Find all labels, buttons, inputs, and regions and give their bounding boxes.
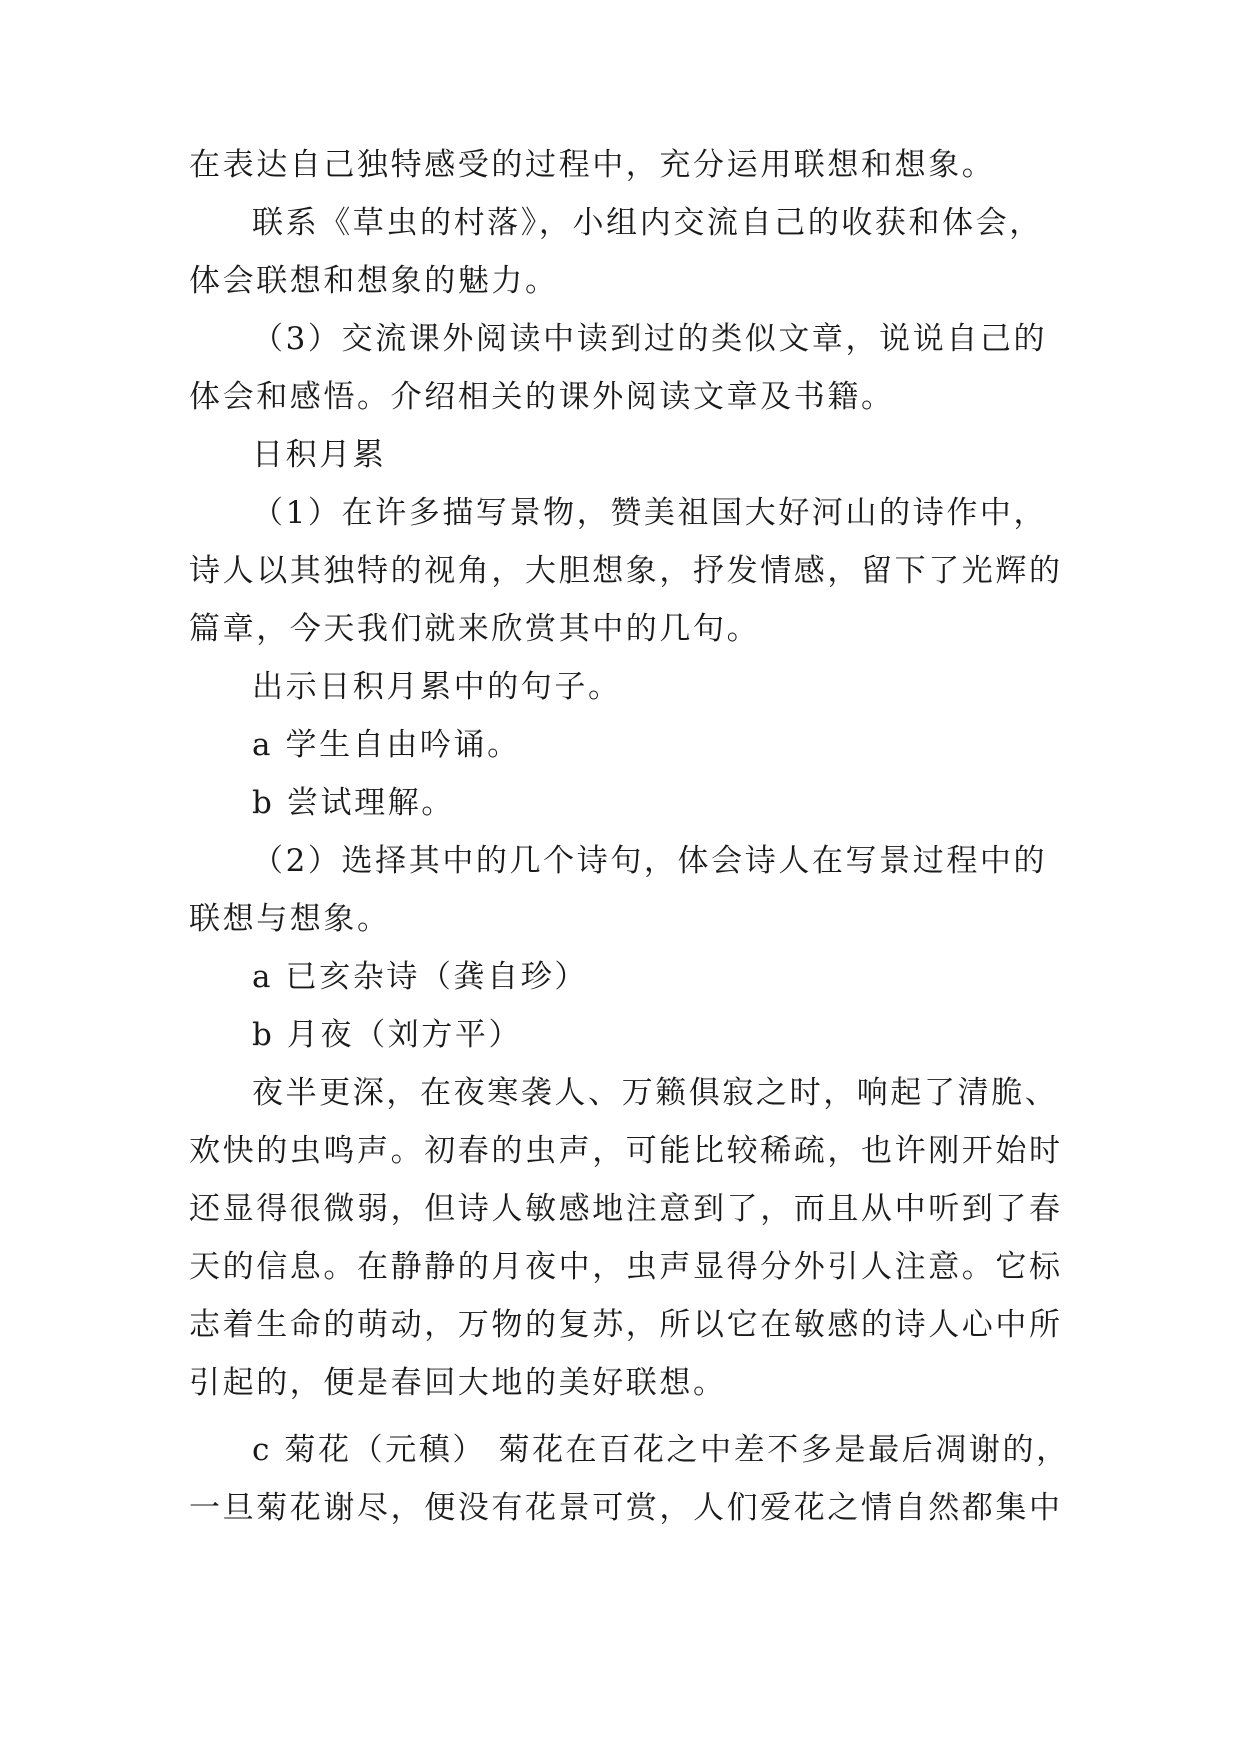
list-item: a 已亥杂诗（龚自珍） (252, 959, 588, 995)
text-line: 还显得很微弱，但诗人敏感地注意到了，而且从中听到了春 (189, 1191, 1063, 1227)
text-line: 引起的，便是春回大地的美好联想。 (189, 1365, 727, 1401)
list-item: a 学生自由吟诵。 (252, 727, 521, 763)
text-line: 联系《草虫的村落》，小组内交流自己的收获和体会， (252, 205, 1043, 241)
text-line: （3）交流课外阅读中读到过的类似文章，说说自己的 (252, 321, 1048, 357)
text-line: 联想与想象。 (189, 901, 391, 937)
text-line: 体会和感悟。介绍相关的课外阅读文章及书籍。 (189, 379, 895, 415)
text-line: （2）选择其中的几个诗句，体会诗人在写景过程中的 (252, 843, 1048, 879)
text-line: 出示日积月累中的句子。 (252, 669, 622, 705)
list-item: b 尝试理解。 (252, 785, 455, 821)
text-line: 诗人以其独特的视角，大胆想象，抒发情感，留下了光辉的 (189, 553, 1063, 589)
list-item: c 菊花（元稹） 菊花在百花之中差不多是最后凋谢的， (252, 1432, 1070, 1468)
text-line: 欢快的虫鸣声。初春的虫声，可能比较稀疏，也许刚开始时 (189, 1133, 1063, 1169)
text-line: 在表达自己独特感受的过程中，充分运用联想和想象。 (189, 147, 996, 183)
text-line: 夜半更深，在夜寒袭人、万籁俱寂之时，响起了清脆、 (252, 1075, 1059, 1111)
section-heading: 日积月累 (252, 437, 387, 473)
text-line: 志着生命的萌动，万物的复苏，所以它在敏感的诗人心中所 (189, 1307, 1063, 1343)
text-line: 篇章，今天我们就来欣赏其中的几句。 (189, 611, 761, 647)
text-line: （1）在许多描写景物，赞美祖国大好河山的诗作中， (252, 495, 1048, 531)
text-line: 体会联想和想象的魅力。 (189, 263, 559, 299)
text-line: 一旦菊花谢尽，便没有花景可赏，人们爱花之情自然都集中 (189, 1490, 1063, 1526)
text-line: 天的信息。在静静的月夜中，虫声显得分外引人注意。它标 (189, 1249, 1063, 1285)
list-item: b 月夜（刘方平） (252, 1017, 523, 1053)
